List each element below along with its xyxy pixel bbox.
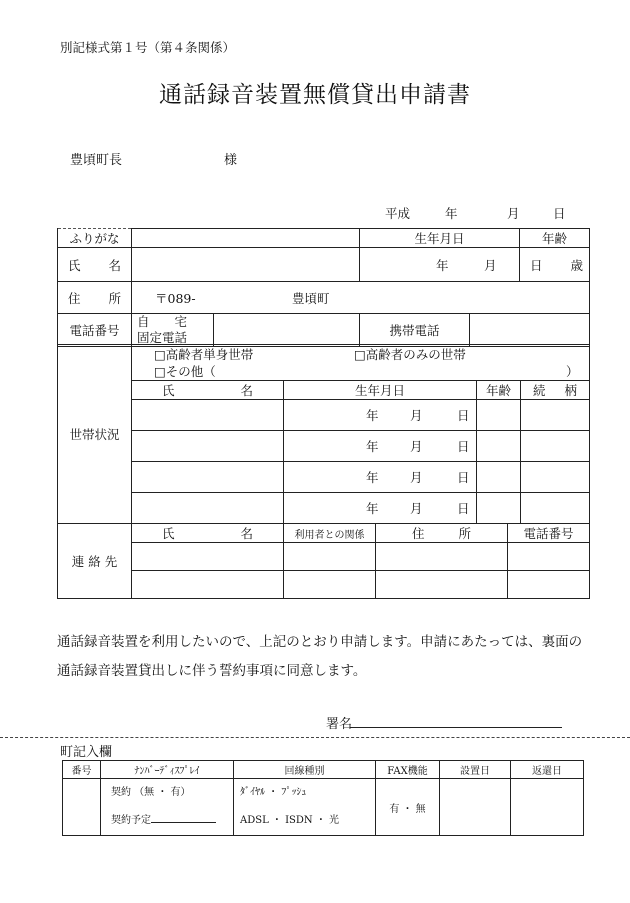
date-month: 月	[507, 206, 520, 221]
birthdate-label: 生年月日	[360, 229, 520, 248]
phone-label: 電話番号	[58, 314, 132, 347]
office-use-table	[62, 760, 584, 836]
consent-statement: 通話録音装置を利用したいので、上記のとおり申請します。申請にあたっては、裏面の通話録音装置貸出しに伴う誓約事項に同意します。	[57, 634, 583, 679]
contact-table	[57, 523, 590, 599]
household-col-name: 氏 名	[132, 381, 284, 400]
contract-planned-label: 契約予定	[111, 815, 151, 826]
office-number-field[interactable]	[63, 779, 101, 836]
household-col-birthdate: 生年月日	[284, 381, 477, 400]
office-col-fax: FAX機能	[376, 761, 440, 779]
contact-row[interactable]	[58, 543, 590, 571]
addressee: 豊頃町長	[70, 153, 123, 168]
option-elderly-only[interactable]: □高齢者のみの世帯	[354, 347, 466, 362]
signature-label: 署名	[326, 717, 353, 732]
household-row[interactable]: 年 月 日	[58, 431, 590, 462]
office-fax-cell[interactable]: 有 ・ 無	[376, 779, 440, 836]
office-return-date-field[interactable]	[511, 779, 584, 836]
contact-row[interactable]	[58, 571, 590, 599]
furigana-label: ふりがな	[58, 229, 132, 248]
contract-planned-field	[151, 810, 216, 823]
application-date[interactable]	[0, 204, 630, 224]
option-single-elderly[interactable]: □高齢者単身世帯	[154, 347, 254, 362]
contact-col-relation: 利用者との関係	[284, 524, 376, 543]
household-col-age: 年齢	[477, 381, 521, 400]
postal-code-prefix: 〒089-	[155, 290, 196, 306]
office-col-number-display: ﾅﾝﾊﾞｰﾃﾞｨｽﾌﾟﾚｲ	[101, 761, 234, 779]
date-year: 年	[445, 206, 458, 221]
office-use-label: 町記入欄	[60, 745, 113, 760]
contract-status: 契約 （無 ・ 有）	[111, 787, 191, 798]
applicant-table	[57, 228, 590, 347]
page-title: 通話録音装置無償貸出申請書	[159, 82, 471, 108]
cut-line	[0, 737, 630, 738]
furigana-field[interactable]	[132, 229, 360, 248]
home-phone-field[interactable]	[214, 314, 360, 347]
household-label: 世帯状況	[58, 345, 132, 524]
office-col-line-type: 回線種別	[234, 761, 376, 779]
adsl-isdn-options: ADSL ・ ISDN ・ 光	[240, 815, 340, 826]
household-row[interactable]: 年 月 日	[58, 493, 590, 524]
name-label: 氏 名	[58, 248, 132, 282]
office-line-type-cell[interactable]	[234, 779, 376, 836]
contact-col-address: 住 所	[376, 524, 508, 543]
option-other[interactable]: □その他（	[154, 364, 216, 379]
household-table	[57, 344, 590, 524]
household-col-relation: 続 柄	[521, 381, 590, 400]
form-number: 別記様式第１号（第４条関係）	[60, 40, 236, 55]
contact-col-phone: 電話番号	[508, 524, 590, 543]
contact-col-name: 氏 名	[132, 524, 284, 543]
office-col-number: 番号	[63, 761, 101, 779]
dial-push-options: ﾀﾞｲﾔﾙ ・ ﾌﾟｯｼｭ	[240, 787, 307, 798]
addressee-suffix: 様	[224, 153, 238, 168]
date-era: 平成	[385, 206, 411, 221]
mobile-phone-label: 携帯電話	[360, 314, 470, 347]
office-col-return-date: 返還日	[511, 761, 584, 779]
office-col-install-date: 設置日	[440, 761, 511, 779]
address-label: 住 所	[58, 282, 132, 314]
age-label: 年齢	[520, 229, 590, 248]
option-other-close: ）	[566, 364, 579, 379]
name-field[interactable]	[132, 248, 360, 282]
household-options	[132, 345, 590, 381]
mobile-phone-field[interactable]	[470, 314, 590, 347]
household-row[interactable]: 年 月 日	[58, 462, 590, 493]
birthdate-field[interactable]: 年 月 日	[360, 248, 520, 282]
contact-label: 連 絡 先	[58, 524, 132, 599]
home-phone-label: 自 宅 固定電話	[132, 314, 214, 347]
household-row[interactable]: 年 月 日	[58, 400, 590, 431]
town-name: 豊頃町	[292, 290, 330, 306]
age-field[interactable]: 歳	[520, 248, 590, 282]
date-day: 日	[553, 206, 566, 221]
signature-line[interactable]	[350, 727, 562, 728]
address-field[interactable]	[132, 282, 590, 314]
office-install-date-field[interactable]	[440, 779, 511, 836]
office-contract-cell[interactable]	[101, 779, 234, 836]
